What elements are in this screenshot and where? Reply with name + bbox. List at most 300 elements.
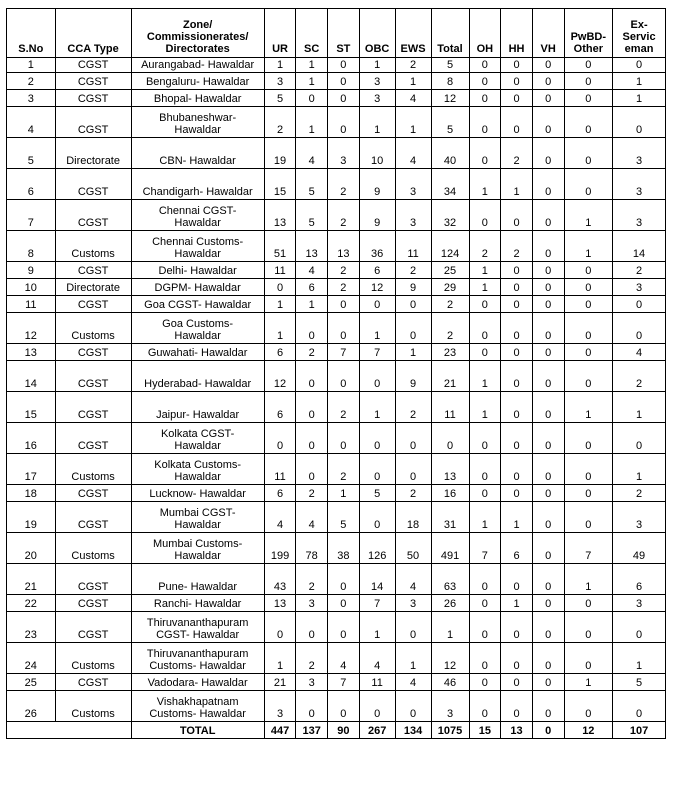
cell-cca-type: CGST [55,564,131,595]
cell-ur: 1 [264,643,296,674]
table-row [7,231,666,262]
cell-oh: 0 [469,643,501,674]
cell-pwbd-other: 1 [564,231,613,262]
cell-st: 4 [328,643,360,674]
cell-oh: 0 [469,454,501,485]
cell-obc: 9 [359,169,395,200]
cell-cca-type: CGST [55,344,131,361]
cell-sc: 13 [296,231,328,262]
cell-st: 0 [328,313,360,344]
cell-sc: 4 [296,262,328,279]
cell-zone: Bhopal- Hawaldar [131,90,264,107]
cell-zone: Pune- Hawaldar [131,564,264,595]
header-zone: Zone/ Commissionerates/ Directorates [131,9,264,58]
header-st: ST [328,9,360,58]
cell-oh: 1 [469,392,501,423]
cell-sno: 13 [7,344,56,361]
cell-obc: 4 [359,643,395,674]
table-row [7,485,666,502]
cell-oh: 1 [469,279,501,296]
cell-ews: 1 [395,107,431,138]
cell-sno: 7 [7,200,56,231]
cell-ur: 19 [264,138,296,169]
cell-ex-serviceman: 4 [613,344,666,361]
cell-vh: 0 [532,279,564,296]
cell-ex-serviceman: 3 [613,279,666,296]
table-row [7,296,666,313]
cell-sno: 11 [7,296,56,313]
cell-total: 1 [431,612,469,643]
cell-hh: 0 [501,674,533,691]
cell-sno: 17 [7,454,56,485]
cell-sno: 22 [7,595,56,612]
cell-zone: Chandigarh- Hawaldar [131,169,264,200]
cell-sc: 3 [296,595,328,612]
total-ews: 134 [395,722,431,739]
cell-st: 0 [328,691,360,722]
cell-st: 1 [328,485,360,502]
cell-cca-type: CGST [55,296,131,313]
cell-sno: 4 [7,107,56,138]
cell-ex-serviceman: 2 [613,485,666,502]
cell-total: 11 [431,392,469,423]
cell-pwbd-other: 7 [564,533,613,564]
cell-oh: 1 [469,502,501,533]
cell-ews: 11 [395,231,431,262]
cell-ews: 0 [395,313,431,344]
cell-sno: 16 [7,423,56,454]
cell-obc: 1 [359,612,395,643]
cell-hh: 0 [501,296,533,313]
cell-sno: 18 [7,485,56,502]
cell-pwbd-other: 0 [564,454,613,485]
cell-vh: 0 [532,564,564,595]
cell-st: 0 [328,73,360,90]
cell-pwbd-other: 0 [564,423,613,454]
cell-cca-type: Directorate [55,279,131,296]
total-pwbd-other: 12 [564,722,613,739]
cell-sno: 5 [7,138,56,169]
cell-sno: 20 [7,533,56,564]
cell-obc: 3 [359,90,395,107]
cell-zone: Guwahati- Hawaldar [131,344,264,361]
cell-sc: 6 [296,279,328,296]
cell-cca-type: CGST [55,361,131,392]
cell-cca-type: Customs [55,691,131,722]
cell-zone: Delhi- Hawaldar [131,262,264,279]
cell-obc: 126 [359,533,395,564]
cell-oh: 0 [469,90,501,107]
cell-oh: 0 [469,595,501,612]
cell-vh: 0 [532,90,564,107]
cell-vh: 0 [532,262,564,279]
cell-oh: 0 [469,485,501,502]
total-ur: 447 [264,722,296,739]
cell-ews: 4 [395,564,431,595]
cell-total: 23 [431,344,469,361]
cell-zone: Aurangabad- Hawaldar [131,58,264,73]
cell-total: 34 [431,169,469,200]
cell-st: 0 [328,361,360,392]
cell-sc: 0 [296,454,328,485]
cell-sno: 24 [7,643,56,674]
cell-hh: 6 [501,533,533,564]
cell-sno: 1 [7,58,56,73]
cell-oh: 1 [469,262,501,279]
cell-sno: 23 [7,612,56,643]
cell-hh: 1 [501,595,533,612]
total-ex-serviceman: 107 [613,722,666,739]
cell-total: 124 [431,231,469,262]
cell-ex-serviceman: 0 [613,107,666,138]
cell-sno: 2 [7,73,56,90]
header-row [7,9,666,58]
cell-ur: 199 [264,533,296,564]
cell-ur: 11 [264,262,296,279]
cell-ur: 1 [264,313,296,344]
cell-obc: 6 [359,262,395,279]
cell-ews: 2 [395,58,431,73]
cell-st: 0 [328,612,360,643]
cell-cca-type: CGST [55,107,131,138]
cell-sno: 26 [7,691,56,722]
header-sno: S.No [7,9,56,58]
cell-ur: 1 [264,296,296,313]
cell-obc: 0 [359,361,395,392]
cell-pwbd-other: 0 [564,296,613,313]
cell-total: 12 [431,90,469,107]
cell-vh: 0 [532,58,564,73]
cell-ur: 6 [264,344,296,361]
cell-sc: 4 [296,502,328,533]
cell-obc: 12 [359,279,395,296]
cell-pwbd-other: 1 [564,674,613,691]
cell-ews: 4 [395,90,431,107]
table-row [7,691,666,722]
cell-sc: 0 [296,361,328,392]
cell-total: 8 [431,73,469,90]
cell-cca-type: CGST [55,423,131,454]
cell-st: 0 [328,564,360,595]
cell-cca-type: CGST [55,73,131,90]
cell-sno: 12 [7,313,56,344]
table-row [7,502,666,533]
table-row [7,361,666,392]
table-row [7,313,666,344]
cell-zone: Goa Customs- Hawaldar [131,313,264,344]
cell-ex-serviceman: 0 [613,423,666,454]
cell-cca-type: Customs [55,533,131,564]
cell-ex-serviceman: 0 [613,313,666,344]
cell-zone: Jaipur- Hawaldar [131,392,264,423]
table-row [7,169,666,200]
cell-ur: 5 [264,90,296,107]
table-body [7,58,666,739]
cell-total: 2 [431,313,469,344]
cell-vh: 0 [532,674,564,691]
cell-total: 63 [431,564,469,595]
cell-pwbd-other: 0 [564,90,613,107]
cell-sc: 4 [296,138,328,169]
cell-hh: 0 [501,392,533,423]
cell-ews: 4 [395,138,431,169]
cell-ews: 1 [395,73,431,90]
cell-hh: 0 [501,262,533,279]
cell-ur: 1 [264,58,296,73]
cell-ur: 3 [264,73,296,90]
cell-obc: 0 [359,691,395,722]
vacancy-table [6,8,666,739]
cell-vh: 0 [532,138,564,169]
cell-hh: 0 [501,279,533,296]
cell-vh: 0 [532,643,564,674]
cell-vh: 0 [532,392,564,423]
cell-vh: 0 [532,200,564,231]
cell-sc: 0 [296,423,328,454]
cell-pwbd-other: 0 [564,485,613,502]
cell-hh: 0 [501,361,533,392]
cell-ex-serviceman: 5 [613,674,666,691]
cell-total: 29 [431,279,469,296]
total-label: TOTAL [131,722,264,739]
cell-vh: 0 [532,595,564,612]
table-row [7,564,666,595]
total-sc: 137 [296,722,328,739]
cell-ex-serviceman: 14 [613,231,666,262]
cell-pwbd-other: 0 [564,262,613,279]
cell-ews: 2 [395,485,431,502]
cell-ex-serviceman: 0 [613,296,666,313]
cell-total: 21 [431,361,469,392]
cell-sno: 10 [7,279,56,296]
cell-sc: 1 [296,107,328,138]
table-row [7,533,666,564]
cell-sc: 2 [296,643,328,674]
cell-ex-serviceman: 49 [613,533,666,564]
cell-ex-serviceman: 3 [613,169,666,200]
cell-ex-serviceman: 3 [613,200,666,231]
cell-ex-serviceman: 2 [613,262,666,279]
cell-ex-serviceman: 3 [613,595,666,612]
cell-hh: 0 [501,454,533,485]
cell-st: 0 [328,90,360,107]
cell-hh: 0 [501,485,533,502]
cell-ur: 15 [264,169,296,200]
cell-total: 5 [431,107,469,138]
cell-ur: 6 [264,485,296,502]
cell-vh: 0 [532,169,564,200]
cell-st: 0 [328,595,360,612]
cell-ews: 18 [395,502,431,533]
cell-ews: 2 [395,262,431,279]
cell-pwbd-other: 0 [564,361,613,392]
cell-ews: 9 [395,279,431,296]
cell-cca-type: CGST [55,200,131,231]
cell-ur: 0 [264,279,296,296]
cell-obc: 5 [359,485,395,502]
cell-total: 46 [431,674,469,691]
cell-ex-serviceman: 6 [613,564,666,595]
cell-pwbd-other: 1 [564,564,613,595]
cell-oh: 0 [469,107,501,138]
cell-zone: Vishakhapatnam Customs- Hawaldar [131,691,264,722]
cell-pwbd-other: 0 [564,502,613,533]
cell-ex-serviceman: 1 [613,392,666,423]
cell-sc: 1 [296,73,328,90]
cell-cca-type: CGST [55,392,131,423]
cell-total: 491 [431,533,469,564]
cell-oh: 1 [469,361,501,392]
cell-pwbd-other: 0 [564,58,613,73]
cell-vh: 0 [532,423,564,454]
cell-zone: Mumbai CGST- Hawaldar [131,502,264,533]
cell-hh: 0 [501,73,533,90]
cell-ex-serviceman: 0 [613,612,666,643]
cell-ex-serviceman: 1 [613,643,666,674]
cell-st: 2 [328,279,360,296]
cell-st: 38 [328,533,360,564]
cell-cca-type: CGST [55,262,131,279]
cell-ur: 2 [264,107,296,138]
table-row [7,90,666,107]
cell-obc: 1 [359,107,395,138]
cell-vh: 0 [532,344,564,361]
table-row [7,107,666,138]
cell-hh: 2 [501,231,533,262]
table-row [7,674,666,691]
cell-obc: 10 [359,138,395,169]
cell-vh: 0 [532,296,564,313]
cell-hh: 0 [501,90,533,107]
header-oh: OH [469,9,501,58]
cell-vh: 0 [532,313,564,344]
cell-oh: 0 [469,73,501,90]
cell-ex-serviceman: 1 [613,90,666,107]
cell-zone: Vadodara- Hawaldar [131,674,264,691]
cell-hh: 0 [501,612,533,643]
cell-oh: 0 [469,138,501,169]
cell-zone: Goa CGST- Hawaldar [131,296,264,313]
cell-ur: 4 [264,502,296,533]
cell-sno: 9 [7,262,56,279]
cell-sc: 0 [296,313,328,344]
cell-total: 3 [431,691,469,722]
cell-pwbd-other: 0 [564,279,613,296]
cell-hh: 1 [501,502,533,533]
header-obc: OBC [359,9,395,58]
cell-total: 12 [431,643,469,674]
cell-obc: 3 [359,73,395,90]
cell-ews: 3 [395,595,431,612]
header-cca-type: CCA Type [55,9,131,58]
cell-ews: 9 [395,361,431,392]
cell-oh: 0 [469,200,501,231]
cell-ur: 0 [264,612,296,643]
cell-zone: CBN- Hawaldar [131,138,264,169]
cell-st: 0 [328,107,360,138]
cell-st: 2 [328,392,360,423]
cell-cca-type: CGST [55,612,131,643]
cell-ex-serviceman: 0 [613,691,666,722]
cell-hh: 0 [501,107,533,138]
cell-oh: 0 [469,296,501,313]
cell-sno: 21 [7,564,56,595]
total-obc: 267 [359,722,395,739]
cell-obc: 1 [359,58,395,73]
cell-sc: 5 [296,169,328,200]
cell-hh: 0 [501,423,533,454]
cell-hh: 0 [501,344,533,361]
cell-total: 26 [431,595,469,612]
table-row [7,392,666,423]
cell-oh: 0 [469,58,501,73]
cell-pwbd-other: 1 [564,200,613,231]
cell-ews: 1 [395,344,431,361]
cell-oh: 1 [469,169,501,200]
table-row [7,200,666,231]
cell-ews: 3 [395,200,431,231]
table-row [7,279,666,296]
cell-hh: 0 [501,313,533,344]
cell-pwbd-other: 0 [564,169,613,200]
cell-sc: 0 [296,392,328,423]
cell-obc: 11 [359,674,395,691]
cell-oh: 0 [469,674,501,691]
cell-cca-type: CGST [55,502,131,533]
cell-total: 32 [431,200,469,231]
cell-ex-serviceman: 3 [613,138,666,169]
total-oh: 15 [469,722,501,739]
cell-cca-type: Customs [55,231,131,262]
cell-ews: 50 [395,533,431,564]
cell-sc: 2 [296,344,328,361]
cell-oh: 0 [469,612,501,643]
cell-obc: 9 [359,200,395,231]
cell-st: 2 [328,262,360,279]
cell-sno: 6 [7,169,56,200]
table-row [7,423,666,454]
cell-ews: 0 [395,612,431,643]
cell-zone: Ranchi- Hawaldar [131,595,264,612]
cell-cca-type: Customs [55,454,131,485]
cell-ur: 12 [264,361,296,392]
total-total: 1075 [431,722,469,739]
cell-st: 5 [328,502,360,533]
cell-ex-serviceman: 1 [613,454,666,485]
cell-pwbd-other: 1 [564,392,613,423]
cell-obc: 0 [359,502,395,533]
cell-st: 13 [328,231,360,262]
cell-ur: 21 [264,674,296,691]
cell-st: 0 [328,423,360,454]
cell-st: 2 [328,454,360,485]
cell-obc: 1 [359,313,395,344]
cell-ur: 11 [264,454,296,485]
cell-total: 31 [431,502,469,533]
cell-ews: 4 [395,674,431,691]
cell-zone: Chennai Customs- Hawaldar [131,231,264,262]
cell-obc: 0 [359,296,395,313]
cell-hh: 0 [501,691,533,722]
cell-sc: 2 [296,564,328,595]
cell-cca-type: CGST [55,485,131,502]
cell-hh: 0 [501,200,533,231]
cell-sc: 2 [296,485,328,502]
cell-sc: 78 [296,533,328,564]
cell-ur: 51 [264,231,296,262]
cell-vh: 0 [532,485,564,502]
table-row [7,595,666,612]
